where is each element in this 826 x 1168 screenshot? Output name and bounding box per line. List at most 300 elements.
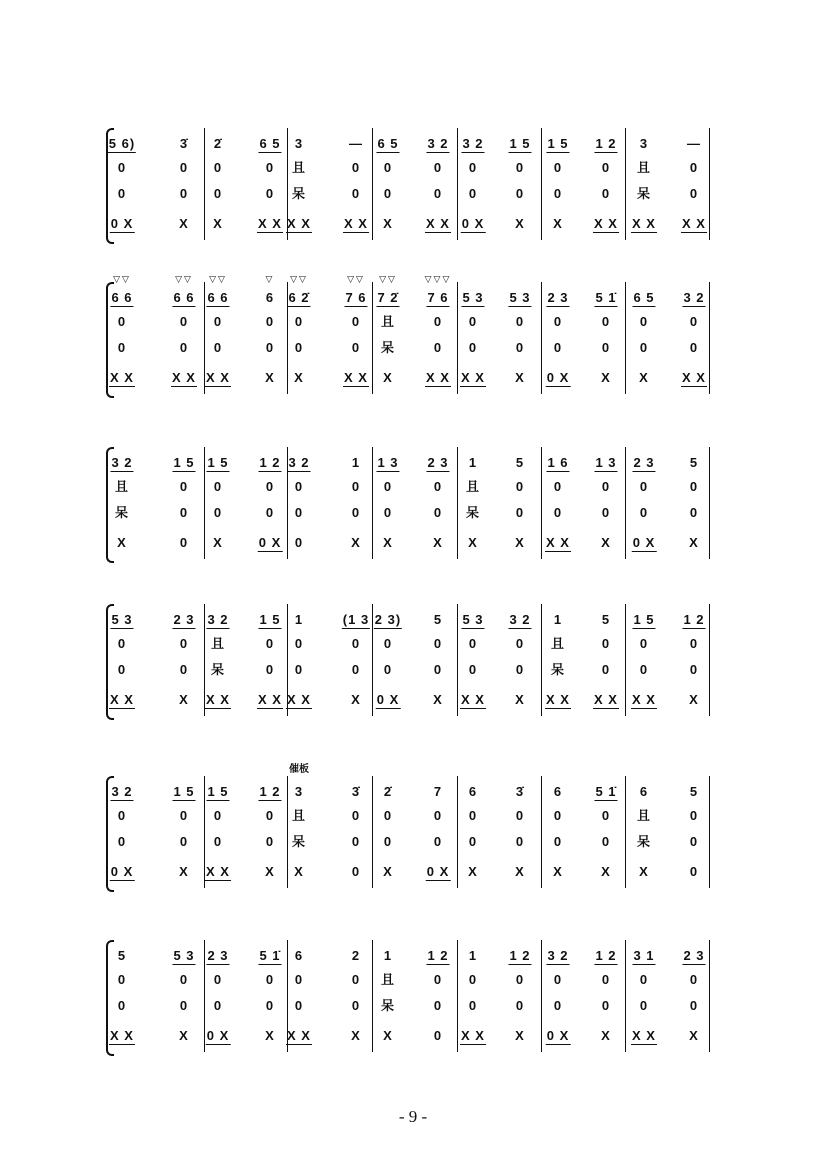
beat-mark: X (294, 370, 304, 385)
melody-note: 1 5 (173, 455, 195, 470)
melody-note: 1 (351, 455, 361, 470)
percussion-note: 0 (515, 186, 525, 201)
beat-mark: X (351, 692, 361, 707)
bar-line (204, 447, 205, 559)
melody-note: 5 3 (462, 290, 484, 305)
percussion-note: 0 (179, 636, 189, 651)
percussion-note: 0 (689, 808, 699, 823)
beat-mark: X X (110, 692, 134, 707)
beat-mark: 0 (433, 1028, 443, 1043)
beat-mark: X (515, 370, 525, 385)
percussion-note: 0 (351, 636, 361, 651)
accent-mark: ▽▽ (209, 274, 227, 284)
beat-mark: X (553, 864, 563, 879)
beat-mark: X (265, 370, 275, 385)
melody-note: 3 1 (633, 948, 655, 963)
accent-mark: ▽▽ (113, 274, 131, 284)
percussion-note: 0 (639, 662, 649, 677)
percussion-note: 0 (351, 314, 361, 329)
melody-note: 5 3 (509, 290, 531, 305)
percussion-note: 0 (351, 340, 361, 355)
melody-note: 6 6 (111, 290, 133, 305)
percussion-note: 0 (515, 662, 525, 677)
accent-mark: ▽▽▽ (424, 274, 452, 284)
percussion-note: 0 (689, 972, 699, 987)
melody-note: 2 3 (207, 948, 229, 963)
percussion-note: 0 (468, 636, 478, 651)
percussion-note: 0 (639, 314, 649, 329)
percussion-note: 0 (639, 972, 649, 987)
percussion-note: 0 (179, 186, 189, 201)
beat-mark: X X (110, 370, 134, 385)
percussion-note: 呆 (291, 186, 307, 201)
beat-mark: 0 X (110, 864, 134, 879)
percussion-note: 0 (294, 998, 304, 1013)
bar-line (372, 282, 373, 394)
beat-mark: X (601, 864, 611, 879)
melody-note: 5 (515, 455, 525, 470)
beat-mark: X X (632, 216, 656, 231)
melody-note: 3 2 (427, 136, 449, 151)
beat-mark: X X (258, 692, 282, 707)
percussion-note: 呆 (210, 662, 226, 677)
accent-mark: ▽▽ (290, 274, 308, 284)
percussion-note: 0 (117, 636, 127, 651)
melody-note: 1 2 (259, 455, 281, 470)
beat-mark: X X (344, 370, 368, 385)
beat-mark: X X (344, 216, 368, 231)
percussion-note: 0 (179, 479, 189, 494)
bar-line (625, 447, 626, 559)
melody-note: 6 5 (259, 136, 281, 151)
bar-line (709, 282, 710, 394)
percussion-note: 呆 (465, 505, 481, 520)
percussion-note: 呆 (636, 834, 652, 849)
percussion-note: 且 (636, 160, 652, 175)
melody-note: 6 6 (207, 290, 229, 305)
bar-line (625, 604, 626, 716)
percussion-note: 0 (265, 808, 275, 823)
score-system (100, 274, 730, 402)
melody-note: 5 3 (173, 948, 195, 963)
percussion-note: 0 (601, 314, 611, 329)
beat-mark: X X (632, 692, 656, 707)
melody-note: 2 3 (547, 290, 569, 305)
bar-line (541, 128, 542, 240)
melody-note: 2 3 (683, 948, 705, 963)
page-number: - 9 - (398, 1107, 428, 1126)
percussion-note: 0 (689, 662, 699, 677)
percussion-note: 0 (117, 160, 127, 175)
percussion-note: 0 (468, 662, 478, 677)
percussion-note: 0 (553, 479, 563, 494)
melody-note: 7 6 (427, 290, 449, 305)
percussion-note: 0 (515, 834, 525, 849)
percussion-note: 0 (117, 662, 127, 677)
melody-note: 6 2̇ (288, 290, 310, 305)
beat-mark: X (179, 216, 189, 231)
beat-mark: 0 (179, 535, 189, 550)
percussion-note: 0 (213, 186, 223, 201)
percussion-note: 0 (117, 314, 127, 329)
melody-note: 6 6 (173, 290, 195, 305)
beat-mark: X X (682, 216, 706, 231)
beat-mark: X (515, 1028, 525, 1043)
percussion-note: 0 (383, 636, 393, 651)
melody-note: 3̇ (515, 784, 525, 799)
melody-note: 7 2̇ (377, 290, 399, 305)
percussion-note: 0 (117, 834, 127, 849)
percussion-note: 0 (213, 998, 223, 1013)
percussion-note: 0 (265, 662, 275, 677)
beat-mark: X (294, 864, 304, 879)
bar-line (457, 447, 458, 559)
percussion-note: 0 (265, 314, 275, 329)
percussion-note: 0 (351, 186, 361, 201)
percussion-note: 0 (351, 808, 361, 823)
percussion-note: 0 (265, 479, 275, 494)
beat-mark: X X (287, 216, 311, 231)
percussion-note: 0 (294, 340, 304, 355)
percussion-note: 0 (433, 479, 443, 494)
score-system (100, 604, 730, 724)
accent-mark: ▽ (265, 274, 275, 284)
melody-note: 1 5 (173, 784, 195, 799)
percussion-note: 0 (383, 186, 393, 201)
percussion-note: 0 (601, 160, 611, 175)
melody-note: 3 2 (683, 290, 705, 305)
percussion-note: 0 (351, 998, 361, 1013)
beat-mark: X (179, 864, 189, 879)
melody-note: 3 (639, 136, 649, 151)
percussion-note: 0 (294, 314, 304, 329)
beat-mark: X (515, 692, 525, 707)
melody-note: 1 2 (259, 784, 281, 799)
melody-note: (1 3 (342, 612, 370, 627)
melody-note: 1 (383, 948, 393, 963)
percussion-note: 0 (468, 972, 478, 987)
percussion-note: 且 (291, 808, 307, 823)
percussion-note: 且 (636, 808, 652, 823)
bar-line (457, 940, 458, 1052)
melody-note: 1 5 (207, 784, 229, 799)
percussion-note: 0 (265, 636, 275, 651)
percussion-note: 0 (515, 160, 525, 175)
beat-mark: X (351, 535, 361, 550)
percussion-note: 0 (179, 998, 189, 1013)
melody-note: 2̇ (383, 784, 393, 799)
beat-mark: 0 X (258, 535, 282, 550)
percussion-note: 0 (515, 972, 525, 987)
percussion-note: 0 (601, 186, 611, 201)
melody-note: — (687, 136, 701, 151)
melody-note: 1 5 (547, 136, 569, 151)
bar-line (457, 776, 458, 888)
percussion-note: 0 (179, 160, 189, 175)
percussion-note: 0 (179, 972, 189, 987)
melody-note: 3 2 (288, 455, 310, 470)
beat-mark: X X (594, 216, 618, 231)
percussion-note: 0 (601, 479, 611, 494)
beat-mark: 0 X (206, 1028, 230, 1043)
bar-line (541, 940, 542, 1052)
bar-line (541, 776, 542, 888)
percussion-note: 0 (265, 160, 275, 175)
percussion-note: 0 (213, 505, 223, 520)
percussion-note: 0 (468, 998, 478, 1013)
beat-mark: 0 X (546, 1028, 570, 1043)
percussion-note: 0 (515, 479, 525, 494)
beat-mark: X (383, 216, 393, 231)
score-system (100, 447, 730, 567)
percussion-note: 0 (433, 314, 443, 329)
melody-note: — (349, 136, 363, 151)
beat-mark: X X (632, 1028, 656, 1043)
percussion-note: 0 (433, 808, 443, 823)
melody-note: 1 (468, 948, 478, 963)
percussion-note: 0 (601, 834, 611, 849)
beat-mark: 0 X (632, 535, 656, 550)
percussion-note: 0 (689, 636, 699, 651)
beat-mark: X X (206, 370, 230, 385)
percussion-note: 0 (553, 808, 563, 823)
percussion-note: 0 (639, 340, 649, 355)
percussion-note: 0 (515, 998, 525, 1013)
bar-line (625, 282, 626, 394)
percussion-note: 且 (550, 636, 566, 651)
percussion-note: 0 (601, 998, 611, 1013)
beat-mark: X (639, 370, 649, 385)
melody-note: 6 (468, 784, 478, 799)
melody-note: 1 2 (427, 948, 449, 963)
bar-line (457, 128, 458, 240)
percussion-note: 呆 (291, 834, 307, 849)
percussion-note: 0 (639, 998, 649, 1013)
percussion-note: 0 (294, 662, 304, 677)
percussion-note: 0 (383, 808, 393, 823)
beat-mark: X (639, 864, 649, 879)
beat-mark: X (689, 692, 699, 707)
melody-note: 5 (433, 612, 443, 627)
bar-line (457, 282, 458, 394)
percussion-note: 0 (265, 340, 275, 355)
bar-line (372, 776, 373, 888)
melody-note: 6 (294, 948, 304, 963)
percussion-note: 0 (689, 998, 699, 1013)
bar-line (372, 940, 373, 1052)
percussion-note: 0 (179, 662, 189, 677)
percussion-note: 0 (639, 505, 649, 520)
beat-mark: X X (206, 864, 230, 879)
percussion-note: 0 (433, 972, 443, 987)
beat-mark: X X (461, 370, 485, 385)
percussion-note: 0 (179, 314, 189, 329)
melody-note: 1 5 (207, 455, 229, 470)
percussion-note: 0 (383, 505, 393, 520)
beat-mark: 0 X (426, 864, 450, 879)
percussion-note: 0 (553, 340, 563, 355)
percussion-note: 0 (433, 160, 443, 175)
percussion-note: 0 (433, 834, 443, 849)
percussion-note: 0 (553, 314, 563, 329)
percussion-note: 0 (639, 636, 649, 651)
beat-mark: X X (110, 1028, 134, 1043)
percussion-note: 0 (265, 834, 275, 849)
melody-note: 3 2 (207, 612, 229, 627)
percussion-note: 0 (689, 834, 699, 849)
melody-note: 5 3 (462, 612, 484, 627)
melody-note: 1 6 (547, 455, 569, 470)
percussion-note: 且 (380, 972, 396, 987)
percussion-note: 0 (117, 808, 127, 823)
bar-line (541, 282, 542, 394)
beat-mark: X (601, 535, 611, 550)
beat-mark: 0 (294, 535, 304, 550)
beat-mark: X (383, 370, 393, 385)
percussion-note: 0 (468, 314, 478, 329)
percussion-note: 且 (210, 636, 226, 651)
beat-mark: X X (287, 692, 311, 707)
beat-mark: X X (682, 370, 706, 385)
percussion-note: 0 (601, 636, 611, 651)
percussion-note: 0 (265, 972, 275, 987)
percussion-note: 0 (179, 808, 189, 823)
beat-mark: X X (206, 692, 230, 707)
beat-mark: X (689, 1028, 699, 1043)
bar-line (625, 776, 626, 888)
beat-mark: X (383, 535, 393, 550)
melody-note: 7 (433, 784, 443, 799)
beat-mark: 0 X (461, 216, 485, 231)
percussion-note: 0 (601, 662, 611, 677)
beat-mark: X (351, 1028, 361, 1043)
bar-line (709, 940, 710, 1052)
tempo-annotation: 催板 (289, 764, 309, 775)
percussion-note: 0 (468, 160, 478, 175)
melody-note: 5 (689, 455, 699, 470)
beat-mark: X X (426, 216, 450, 231)
accent-mark: ▽▽ (379, 274, 397, 284)
accent-mark: ▽▽ (347, 274, 365, 284)
percussion-note: 0 (179, 340, 189, 355)
percussion-note: 0 (213, 340, 223, 355)
percussion-note: 0 (213, 314, 223, 329)
beat-mark: 0 X (546, 370, 570, 385)
percussion-note: 呆 (380, 998, 396, 1013)
beat-mark: 0 X (110, 216, 134, 231)
beat-mark: X (117, 535, 127, 550)
score-system (100, 128, 730, 248)
percussion-note: 0 (117, 972, 127, 987)
percussion-note: 0 (383, 479, 393, 494)
percussion-note: 0 (383, 160, 393, 175)
percussion-note: 0 (294, 505, 304, 520)
percussion-note: 0 (553, 505, 563, 520)
percussion-note: 0 (433, 998, 443, 1013)
percussion-note: 且 (114, 479, 130, 494)
percussion-note: 0 (689, 479, 699, 494)
beat-mark: X (601, 370, 611, 385)
percussion-note: 0 (515, 340, 525, 355)
bar-line (709, 604, 710, 716)
percussion-note: 0 (433, 636, 443, 651)
melody-note: 1 2 (595, 136, 617, 151)
beat-mark: X X (546, 692, 570, 707)
percussion-note: 0 (601, 505, 611, 520)
percussion-note: 0 (265, 998, 275, 1013)
percussion-note: 0 (265, 505, 275, 520)
percussion-note: 0 (553, 998, 563, 1013)
beat-mark: X (515, 535, 525, 550)
melody-note: 5 (601, 612, 611, 627)
melody-note: 5 (117, 948, 127, 963)
melody-note: 1 3 (377, 455, 399, 470)
melody-note: 3̇ (351, 784, 361, 799)
bar-line (287, 776, 288, 888)
percussion-note: 0 (179, 834, 189, 849)
melody-note: 6 5 (633, 290, 655, 305)
percussion-note: 0 (213, 834, 223, 849)
percussion-note: 呆 (636, 186, 652, 201)
bar-line (709, 776, 710, 888)
percussion-note: 0 (689, 340, 699, 355)
percussion-note: 0 (515, 808, 525, 823)
percussion-note: 0 (515, 314, 525, 329)
percussion-note: 0 (117, 340, 127, 355)
percussion-note: 0 (383, 834, 393, 849)
percussion-note: 0 (351, 662, 361, 677)
melody-note: 1 5 (509, 136, 531, 151)
melody-note: 5 (689, 784, 699, 799)
percussion-note: 且 (291, 160, 307, 175)
beat-mark: 0 (351, 864, 361, 879)
percussion-note: 0 (383, 662, 393, 677)
percussion-note: 0 (689, 314, 699, 329)
accent-mark: ▽▽ (175, 274, 193, 284)
melody-note: 6 (639, 784, 649, 799)
beat-mark: X X (546, 535, 570, 550)
percussion-note: 0 (433, 340, 443, 355)
percussion-note: 0 (553, 160, 563, 175)
percussion-note: 0 (433, 662, 443, 677)
melody-note: 5 1̇ (595, 784, 617, 799)
percussion-note: 0 (515, 636, 525, 651)
beat-mark: X X (594, 692, 618, 707)
beat-mark: X (213, 216, 223, 231)
melody-note: 1 (553, 612, 563, 627)
percussion-note: 0 (117, 998, 127, 1013)
percussion-note: 0 (515, 505, 525, 520)
percussion-note: 0 (468, 834, 478, 849)
percussion-note: 0 (689, 186, 699, 201)
beat-mark: X (515, 216, 525, 231)
percussion-note: 呆 (380, 340, 396, 355)
percussion-note: 0 (351, 160, 361, 175)
beat-mark: X X (258, 216, 282, 231)
percussion-note: 0 (689, 160, 699, 175)
melody-note: 5 3 (111, 612, 133, 627)
percussion-note: 0 (468, 186, 478, 201)
percussion-note: 0 (553, 972, 563, 987)
melody-note: 3 2 (462, 136, 484, 151)
melody-note: 3 2 (111, 455, 133, 470)
melody-note: 6 (265, 290, 275, 305)
melody-note: 1 5 (633, 612, 655, 627)
percussion-note: 0 (351, 834, 361, 849)
melody-note: 1 (468, 455, 478, 470)
percussion-note: 0 (213, 972, 223, 987)
melody-note: 2 (351, 948, 361, 963)
